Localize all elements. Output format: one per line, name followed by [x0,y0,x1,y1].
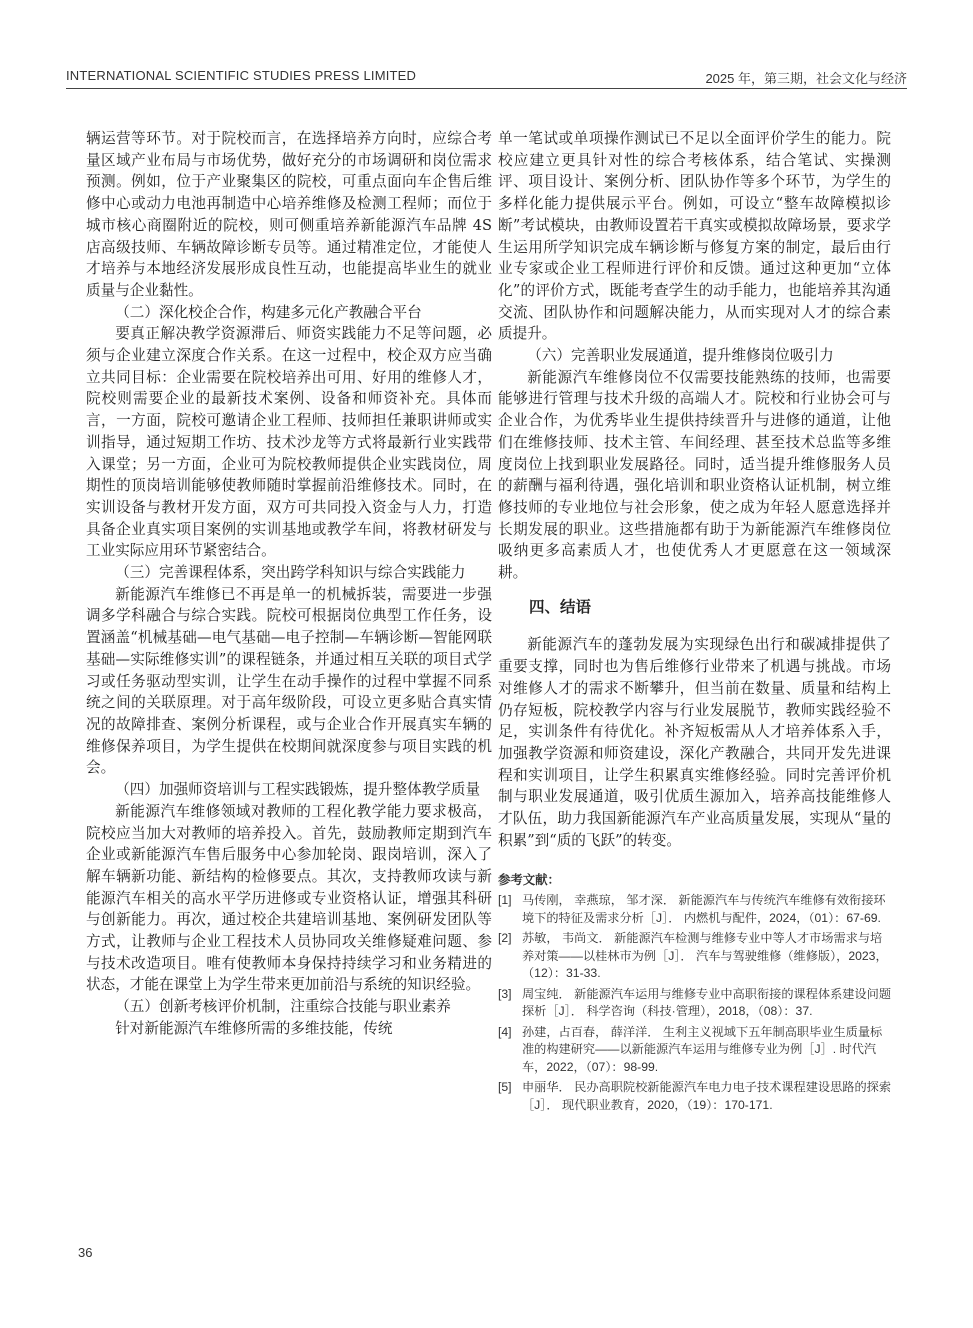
reference-item [498,986,891,1021]
reference-text: 马传刚， 幸燕琼， 邹才深． 新能源汽车与传统汽车维修有效衔接环境下的特征及需求分析［J］． 内燃机与配件，2024，（01）：67-69. [522,893,886,925]
reference-number: [2] [498,931,512,945]
paragraph: 要真正解决教学资源滞后、师资实践能力不足等问题，必须与企业建立深度合作关系。在这一过程中，校企双方应当确立共同目标：企业需要在院校培养出可用、好用的维修人才，院校则需要企业的最新技术案例、设备和师资补充。具体而言，一方面，院校可邀请企业工程师、技师担任兼职讲师或实训指导，通过短期工作坊、技术沙龙等方式将最新行业实践带入课堂；另一方面，企业可为院校教师提供企业实践岗位，周期性的顶岗培训能够使教师随时掌握前沿维修技术。同时，在实训设备与教材开发方面，双方可共同投入资金与人力，打造具备企业真实项目案例的实训基地或教学车间，将教材研发与工业实际应用环节紧密结合。 [86,325,492,560]
paragraph: （四）加强师资培训与工程实践锻炼，提升整体教学质量 [115,781,481,799]
left-column [86,128,492,1040]
header-rule [66,88,907,89]
references-title: 参考文献： [498,872,560,887]
reference-text: 孙建，占百春， 薛洋洋． 生利主义视域下五年制高职毕业生质量标准的构建研究——以新能源汽车运用与维修专业为例［J］. 时代汽车，2022，（07）：98-99. [522,1024,883,1074]
publisher-name: INTERNATIONAL SCIENTIFIC STUDIES PRESS LIMITED [66,68,417,83]
reference-text: 周宝纯． 新能源汽车运用与维修专业中高职衔接的课程体系建设问题探析［J］． 科学咨询（科技·管理），2018，（08）：37. [522,986,892,1018]
paragraph: （六）完善职业发展通道，提升维修岗位吸引力 [527,347,834,365]
paragraph: 新能源汽车维修已不再是单一的机械拆装，需要进一步强调多学科融合与综合实践。院校可根据岗位典型工作任务，设置涵盖“机械基础—电气基础—电子控制—车辆诊断—智能网联基础—实际维修实训”的课程链条，并通过相互关联的项目式学习或任务驱动型实训，让学生在动手操作的过程中掌握不同系统之间的关联原理。对于高年级阶段，可设立更多贴合真实情况的故障排查、案例分析课程，或与企业合作开展真实车辆的维修保养项目，为学生提供在校期间就深度参与项目实践的机会。 [86,585,492,777]
paragraph: 新能源汽车的蓬勃发展为实现绿色出行和碳减排提供了重要支撑，同时也为售后维修行业带来了机遇与挑战。市场对维修人才的需求不断攀升，但当前在数量、质量和结构上仍存短板，院校教学内容与行业发展脱节，教师实践经验不足，实训条件有待优化。补齐短板需从人才培养体系入手，加强教学资源和师资建设，深化产教融合，共同开发先进课程和实训项目，让学生积累真实维修经验。同时完善评价机制与职业发展通道，吸引优质生源加入，培养高技能维修人才队伍，助力我国新能源汽车产业高质量发展，实现从“量的积累”到“质的飞跃”的转变。 [498,636,891,849]
reference-number: [1] [498,893,512,907]
reference-number: [4] [498,1024,512,1039]
paragraph: 新能源汽车维修领域对教师的工程化教学能力要求极高，院校应当加大对教师的培养投入。首先，鼓励教师定期到汽车企业或新能源汽车售后服务中心参加轮岗、跟岗培训，深入了解车辆新功能、新结构的检修要点。其次，支持教师攻读与新能源汽车相关的高水平学历进修或专业资格认证，增强其科研与创新能力。再次，通过校企共建培训基地、案例研发团队等方式，让教师与企业工程技术人员协同攻关维修疑难问题、参与技术改造项目。唯有使教师本身保持持续学习和业务精进的状态，才能在课堂上为学生带来更加前沿与系统的知识经验。 [86,802,492,994]
paragraph: 新能源汽车维修岗位不仅需要技能熟练的技师，也需要能够进行管理与技术升级的高端人才。院校和行业协会可与企业合作，为优秀毕业生提供持续晋升与进修的通道，让他们在维修技师、技术主管、车间经理、甚至技术总监等多维度岗位上找到职业发展路径。同时，适当提升维修服务人员的薪酬与福利待遇，强化培训和职业资格认证机制，树立维修技师的专业地位与社会形象，使之成为年轻人愿意选择并长期发展的职业。这些措施都有助于为新能源汽车维修岗位吸纳更多高素质人才，也使优秀人才更愿意在这一领域深耕。 [498,368,891,582]
reference-item [498,1024,891,1077]
right-column-body [498,128,891,852]
paragraph: （三）完善课程体系，突出跨学科知识与综合实践能力 [115,564,466,582]
reference-item [498,930,891,983]
references [498,872,891,1115]
paragraph: 辆运营等环节。对于院校而言，在选择培养方向时，应综合考量区域产业布局与市场优势，做好充分的市场调研和岗位需求预测。例如，位于产业聚集区的院校，可重点面向车企售后维修中心或动力电池再制造中心培养维修及检测工程师；而位于城市核心商圈附近的院校，则可侧重培养新能源汽车品牌 4S 店高级技师、车辆故障诊断专员等。通过精准定位，才能使人才培养与本地经济发展形成良性互动，也能提高毕业生的就业质量与企业黏性。 [86,130,492,299]
reference-item [498,892,891,927]
right-column [498,128,891,1117]
reference-item [498,1079,891,1114]
page-header [66,66,907,88]
reference-text: 申丽华． 民办高职院校新能源汽车电力电子技术课程建设思路的探索［J］． 现代职业教育，2020，（19）：170-171. [522,1080,892,1112]
reference-number: [5] [498,1080,512,1094]
reference-text: 苏敏， 韦尚文． 新能源汽车检测与维修专业中等人才市场需求与培养对策——以桂林市为例［J］． 汽车与驾驶维修（维修版），2023，（12）：31-33. [522,931,888,980]
paragraph: 单一笔试或单项操作测试已不足以全面评价学生的能力。院校应建立更具针对性的综合考核体系，结合笔试、实操测评、项目设计、案例分析、团队协作等多个环节，为学生的多样化能力提供展示平台。例如，可设立“整车故障模拟诊断”考试模块，由教师设置若干真实或模拟故障场景，要求学生运用所学知识完成车辆诊断与修复方案的制定，最后由行业专家或企业工程师进行评价和反馈。通过这种更加“立体化”的评价方式，既能考查学生的动手能力，也能培养其沟通交流、团队协作和问题解决能力，从而实现对人才的综合素质提升。 [498,130,891,343]
issue-info: 2025 年，第三期，社会文化与经济 [705,71,907,86]
section-heading: 四、结语 [529,598,592,616]
paragraph: 针对新能源汽车维修所需的多维技能，传统 [115,1019,393,1037]
paragraph: （五）创新考核评价机制，注重综合技能与职业素养 [115,998,451,1016]
page-number: 36 [78,1245,93,1260]
reference-number: [3] [498,986,512,1001]
reference-list [498,892,891,1114]
paragraph: （二）深化校企合作，构建多元化产教融合平台 [115,303,422,321]
